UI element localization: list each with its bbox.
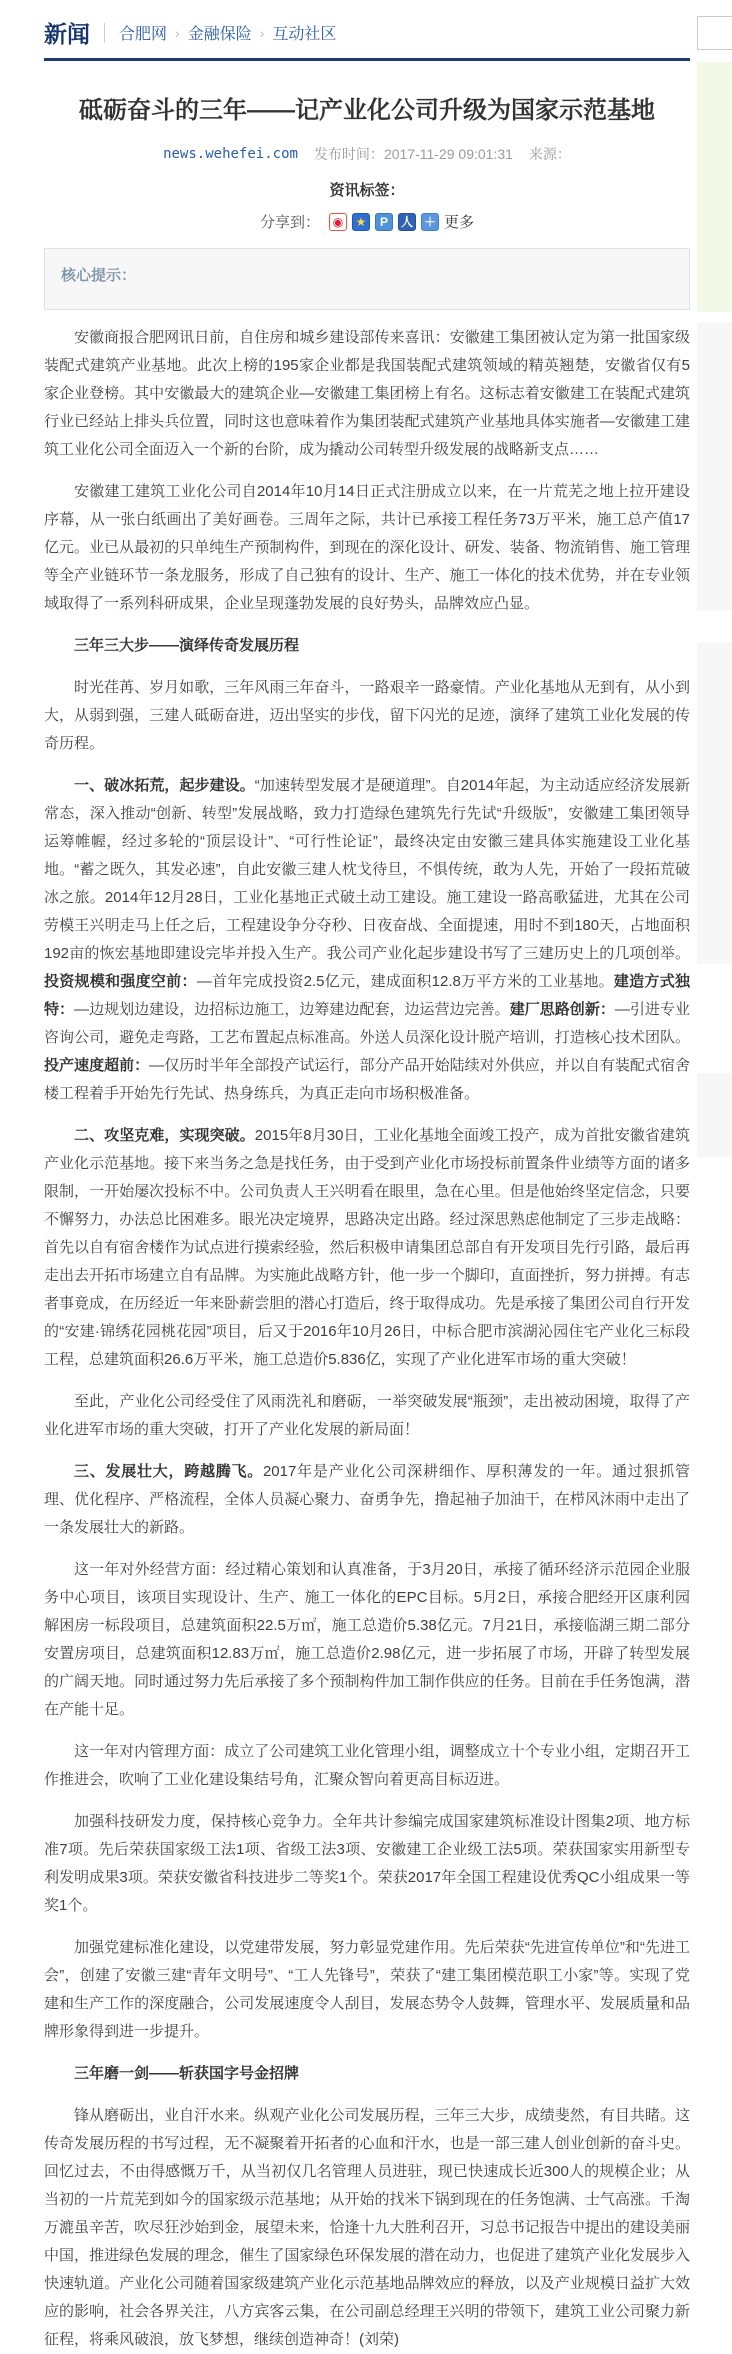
paragraph: 安徽建工建筑工业化公司自2014年10月14日正式注册成立以来，在一片荒芜之地上拉开建设序幕，从一张白纸画出了美好画卷。三周年之际，共计已承接工程任务73万平米，施工总产值17亿元。业已从最初的只单纯生产预制构件，到现在的深化设计、研发、装备、物流销售、施工管理等全产业链环节一条龙服务，形成了自己独有的设计、生产、施工一体化的技术优势，并在专业领域取得了一系列科研成果，企业呈现蓬勃发展的良好势头，品牌效应凸显。 xyxy=(44,483,690,612)
breadcrumb-link[interactable]: 金融保险 xyxy=(187,26,252,43)
share-more-link[interactable]: 更多 xyxy=(444,214,475,231)
breadcrumb-separator-icon: › xyxy=(175,24,180,41)
paragraph: 这一年对外经营方面：经过精心策划和认真准备，于3月20日，承接了循环经济示范园企业服务中心项目，该项目实现设计、生产、施工一体化的EPC目标。5月2日，承接合肥经开区康利园解困房一标段项目，总建筑面积22.5万㎡，施工总造价5.38亿元。7月21日，承接临湖三期二部分安置房项目，总建筑面积12.83万㎡，施工总造价2.98亿元，进一步拓展了市场，开辟了转型发展的广阔天地。同时通过努力先后承接了多个预制构件加工制作供应的任务。目前在手任务饱满，潜在产能十足。 xyxy=(44,1561,690,1718)
sina-weibo-share-icon[interactable]: ◉ xyxy=(329,213,347,231)
article-body xyxy=(44,324,690,2354)
tags-label: 资讯标签： xyxy=(329,182,405,199)
breadcrumb xyxy=(119,21,336,44)
publish-time: 发布时间：2017-11-29 09:01:31 xyxy=(313,146,513,162)
share-bar xyxy=(44,211,690,232)
article-meta xyxy=(44,144,690,164)
article xyxy=(44,95,690,2354)
sidebar-search-box[interactable] xyxy=(697,16,732,50)
section-heading: 三年磨一剑——斩获国字号金招牌 xyxy=(74,2065,300,2082)
breadcrumb-link[interactable]: 互动社区 xyxy=(272,26,337,43)
paragraph: 安徽商报合肥网讯日前，自住房和城乡建设部传来喜讯：安徽建工集团被认定为第一批国家级装配式建筑产业基地。此次上榜的195家企业都是我国装配式建筑领域的精英翘楚，安徽省仅有5家企业登榜。其中安徽最大的建筑企业—安徽建工集团榜上有名。这标志着安徽建工在装配式建筑行业已经站上排头兵位置，同时这也意味着作为集团装配式建筑产业基地具体实施者—安徽建工建筑工业化公司全面迈入一个新的台阶，成为撬动公司转型升级发展的战略新支点…… xyxy=(44,329,690,458)
sidebar-panel xyxy=(697,1073,732,1157)
sidebar-panel xyxy=(697,642,732,964)
summary-label: 核心提示： xyxy=(61,267,137,284)
breadcrumb-link[interactable]: 合肥网 xyxy=(119,26,168,43)
header-divider xyxy=(104,23,105,43)
page-title: 砥砺奋斗的三年——记产业化公司升级为国家示范基地 xyxy=(79,97,655,124)
paragraph: 这一年对内管理方面：成立了公司建筑工业化管理小组，调整成立十个专业小组，定期召开工作推进会，吹响了工业化建设集结号角，汇聚众智向着更高目标迈进。 xyxy=(44,1743,690,1788)
paragraph: 加强党建标准化建设，以党建带发展，努力彰显党建作用。先后荣获“先进宣传单位”和“先进工会”，创建了安徽三建“青年文明号”、“工人先锋号”，荣获了“建工集团模范职工小家”等。实现了党建和生产工作的深度融合，公司发展速度令人刮目，发展态势令人鼓舞，管理水平、发展质量和品牌形象得到进一步提升。 xyxy=(44,1939,690,2040)
page-header xyxy=(44,0,690,61)
paragraph: 加强科技研发力度，保持核心竞争力。全年共计参编完成国家建筑标准设计图集2项、地方标准7项。先后荣获国家级工法1项、省级工法3项、安徽建工企业级工法5项。荣获国家实用新型专利发明成果3项。荣获安徽省科技进步二等奖1个。荣获2017年全国工程建设优秀QC小组成果一等奖1个。 xyxy=(44,1813,690,1914)
paragraph: 至此，产业化公司经受住了风雨洗礼和磨砺，一举突破发展“瓶颈”，走出被动困境，取得了产业化进军市场的重大突破，打开了产业化发展的新局面！ xyxy=(44,1393,690,1438)
paragraph: 一、破冰拓荒，起步建设。“加速转型发展才是硬道理”。自2014年起，为主动适应经济发展新常态，深入推动“创新、转型”发展战略，致力打造绿色建筑先行先试“升级版”，安徽建工集团领导运筹帷幄，经过多轮的“顶层设计”、“可行性论证”，最终决定由安徽三建具体实施建设工业化基地。“蓄之既久，其发必速”，自此安徽三建人枕戈待旦，不惧传统，敢为人先，开始了一段拓荒破冰之旅。2014年12月28日，工业化基地正式破土动工建设。施工建设一路高歌猛进，尤其在公司劳模王兴明走马上任之后，工程建设争分夺秒、日夜奋战、全面提速，用时不到180天，占地面积192亩的恢宏基地即建设完毕并投入生产。我公司产业化起步建设书写了三建历史上的几项创举。投资规模和强度空前：—首年完成投资2.5亿元，建成面积12.8万平方米的工业基地。建造方式独特：—边规划边建设，边招标边施工，边筹建边配套，边运营边完善。建厂思路创新：—引进专业咨询公司，避免走弯路，工艺布置起点标准高。外送人员深化设计脱产培训，打造核心技术团队。投产速度超前：—仅历时半年全部投产试运行，部分产品开始陆续对外供应，并以自有装配式宿舍楼工程着手开始先行先试、热身练兵，为真正走向市场积极准备。 xyxy=(44,777,690,1102)
paragraph: 锋从磨砺出，业自汗水来。纵观产业化公司发展历程，三年三大步，成绩斐然，有目共睹。这传奇发展历程的书写过程，无不凝聚着开拓者的心血和汗水，也是一部三建人创业创新的奋斗史。回忆过去，不由得感慨万千，从当初仅几名管理人员进驻，现已快速成长近300人的规模企业；从当初的一片荒芜到如今的国家级示范基地；从开始的找米下锅到现在的任务饱满、士气高涨。千淘万漉虽辛苦，吹尽狂沙始到金，展望未来，恰逢十九大胜利召开，习总书记报告中提出的建设美丽中国，推进绿色发展的理念，催生了国家绿色环保发展的潜在动力，也促进了建筑产业化发展步入快速轨道。产业化公司随着国家级建筑产业化示范基地品牌效应的释放，以及产业规模日益扩大效应的影响，社会各界关注，八方宾客云集，在公司副总经理王兴明的带领下，建筑工业公司聚力新征程，将乘风破浪，放飞梦想，继续创造神奇！(刘荣) xyxy=(44,2107,690,2348)
paragraph: 时光荏苒、岁月如歌，三年风雨三年奋斗，一路艰辛一路豪情。产业化基地从无到有，从小到大，从弱到强，三建人砥砺奋进，迈出坚实的步伐，留下闪光的足迹，演绎了建筑工业化发展的传奇历程。 xyxy=(44,679,690,752)
paragraph: 二、攻坚克难，实现突破。2015年8月30日，工业化基地全面竣工投产，成为首批安徽省建筑产业化示范基地。接下来当务之急是找任务，由于受到产业化市场投标前置条件业绩等方面的诸多限制，一开始屡次投标不中。公司负责人王兴明看在眼里，急在心里。但是他始终坚定信念，只要不懈努力，办法总比困难多。眼光决定境界，思路决定出路。经过深思熟虑他制定了三步走战略：首先以自有宿舍楼作为试点进行摸索经验，然后积极申请集团总部自有开发项目先行引路，最后再走出去开拓市场建立自有品牌。为实施此战略方针，他一步一个脚印，直面挫折，努力拼搏。有志者事竟成，在历经近一年来卧薪尝胆的潜心打造后，终于取得成功。先是承接了集团公司自行开发的“安建·锦绣花园桃花园”项目，后又于2016年10月26日，中标合肥市滨湖沁园住宅产业化三标段工程，总建筑面积26.6万平米，施工总造价5.836亿，实现了产业化进军市场的重大突破！ xyxy=(44,1127,690,1368)
qzone-share-icon[interactable]: ★ xyxy=(352,213,370,231)
site-section-title[interactable]: 新闻 xyxy=(44,21,90,47)
paragraph: 三、发展壮大，跨越腾飞。2017年是产业化公司深耕细作、厚积薄发的一年。通过狠抓管理、优化程序、严格流程，全体人员凝心聚力、奋勇争先，撸起袖子加油干，在栉风沐雨中走出了一条发展壮大的新路。 xyxy=(44,1463,690,1536)
share-label: 分享到： xyxy=(259,214,320,231)
summary-box xyxy=(44,248,690,310)
share-icons xyxy=(329,213,439,231)
source-site-link[interactable]: news.wehefei.com xyxy=(163,146,298,162)
renren-share-icon[interactable]: 人 xyxy=(398,213,416,231)
share-plus-icon[interactable]: ＋ xyxy=(421,213,439,231)
breadcrumb-separator-icon: › xyxy=(259,24,265,41)
sidebar-panel-green xyxy=(697,62,732,312)
section-heading: 三年三大步——演绎传奇发展历程 xyxy=(74,637,300,654)
sidebar-panel xyxy=(697,322,732,610)
origin-label: 来源： xyxy=(528,146,571,162)
tencent-pengyou-share-icon[interactable]: P xyxy=(375,213,393,231)
